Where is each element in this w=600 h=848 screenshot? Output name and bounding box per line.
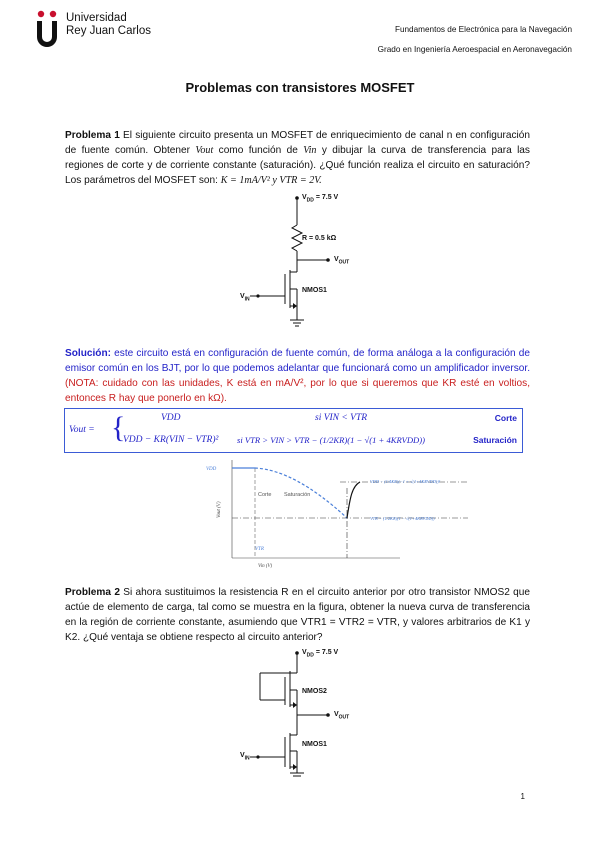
circuit1-vin-label: $V_{IN}$ bbox=[240, 293, 250, 303]
transfer-curve-graph bbox=[200, 458, 500, 570]
solution-note: (NOTA: cuidado con las unidades, K está en mA/V², por lo que si queremos que KR esté en voltios, entonces R hay que ponerlo en kΩ). bbox=[65, 378, 530, 404]
page-title: Problemas con transistores MOSFET bbox=[185, 80, 415, 95]
formula-box bbox=[64, 408, 523, 453]
graph-annotation-vdd: VDD − (1/4KR)(−1 + √(1+4KRVDD))² bbox=[370, 479, 441, 484]
page-number: 1 bbox=[520, 792, 525, 801]
graph-saturacion-label: Saturación bbox=[284, 492, 311, 498]
formula-case2-region: Saturación bbox=[473, 435, 517, 445]
problem2-statement bbox=[65, 585, 530, 645]
university-name-line2: Rey Juan Carlos bbox=[66, 25, 152, 37]
course-header: Fundamentos de Electrónica para la Navegación bbox=[394, 25, 572, 34]
problem1-text-b: como función de bbox=[213, 145, 304, 156]
circuit1-schematic bbox=[230, 190, 380, 330]
problem1-vout: Vout bbox=[195, 145, 214, 156]
university-logo-icon bbox=[34, 10, 62, 50]
formula-lhs: Vout = bbox=[69, 425, 95, 435]
graph-annotation-vtr: VTR − (1/2KR)(1 − √(1+4KRVDD)) bbox=[370, 516, 435, 521]
formula-case2-expr: VDD − KR(VIN − VTR)² bbox=[123, 435, 219, 445]
problem1-label: Problema 1 bbox=[65, 130, 120, 141]
solution-text bbox=[65, 346, 530, 406]
problem1-text-c: y dibujar la curva de transferencia para las regiones de corte y de corriente constante (saturación). ¿Qué función realiza el circuito en saturación? Los parámetros del MOSFET son: bbox=[65, 145, 530, 186]
graph-vdd-tick: VDD bbox=[206, 467, 217, 472]
circuit1-vdd-label: $V_{DD} = 7.5$ V bbox=[302, 194, 339, 204]
circuit1-vout-label: $V_{OUT}$ bbox=[334, 256, 350, 266]
circuit1-resistor-label: R = 0.5 kΩ bbox=[302, 235, 337, 242]
solution-explanation: este circuito está en configuración de fuente común, de forma análoga a la configuración de emisor común en los BJT, por lo que podemos adelantar que funcionará como un amplificador inversor. bbox=[65, 348, 530, 374]
problem1-text-a: El siguiente circuito presenta un MOSFET de enriquecimiento de canal n en configuración de fuente común. Obtener bbox=[65, 130, 530, 156]
problem2-label: Problema 2 bbox=[65, 587, 120, 598]
circuit2-vin-label: $V_{IN}$ bbox=[240, 752, 250, 762]
university-name bbox=[66, 12, 151, 38]
circuit1-nmos-label: NMOS1 bbox=[302, 287, 327, 294]
degree-header: Grado en Ingeniería Aeroespacial en Aeronavegación bbox=[377, 45, 572, 54]
formula-case1-region: Corte bbox=[494, 413, 517, 423]
university-name-line1: Universidad bbox=[66, 12, 127, 24]
graph-vtr-tick: VTR bbox=[255, 547, 264, 552]
formula-case2-cond: si VTR > VIN > VTR − (1/2KR)(1 − √(1 + 4KRVDD)) bbox=[237, 435, 425, 445]
problem1-params: K = 1mA/V² y VTR = 2V. bbox=[220, 175, 322, 186]
circuit2-nmos2-label: NMOS2 bbox=[302, 688, 327, 695]
graph-ylabel: Vout (V) bbox=[217, 501, 222, 518]
formula-case1-cond: si VIN < VTR bbox=[315, 413, 368, 423]
circuit2-vout-label: $V_{OUT}$ bbox=[334, 711, 350, 721]
circuit2-schematic bbox=[230, 645, 380, 780]
problem1-vin: Vin bbox=[303, 145, 317, 156]
solution-label: Solución: bbox=[65, 348, 111, 359]
formula-case1-expr: VDD bbox=[161, 413, 181, 423]
formula-brace: { bbox=[111, 411, 126, 444]
problem1-statement bbox=[65, 128, 530, 188]
circuit2-nmos1-label: NMOS1 bbox=[302, 741, 327, 748]
graph-corte-label: Corte bbox=[258, 492, 272, 498]
problem2-text: Si ahora sustituimos la resistencia R en el circuito anterior por otro transistor NMOS2 que actúe de elemento de carga, tal como se muestra en la figura, obtener la nueva curva de transferencia en la región de corriente constante, asumiendo que VTR1 = VTR2 = VTR, y valores arbitrarios de K1 y K2. ¿Qué ventaja se obtiene respecto al circuito anterior? bbox=[65, 587, 530, 643]
annotation-pointer bbox=[347, 482, 360, 518]
graph-xlabel: Vin (V) bbox=[258, 564, 273, 569]
circuit2-vdd-label: $V_{DD} = 7.5$ V bbox=[302, 649, 339, 659]
